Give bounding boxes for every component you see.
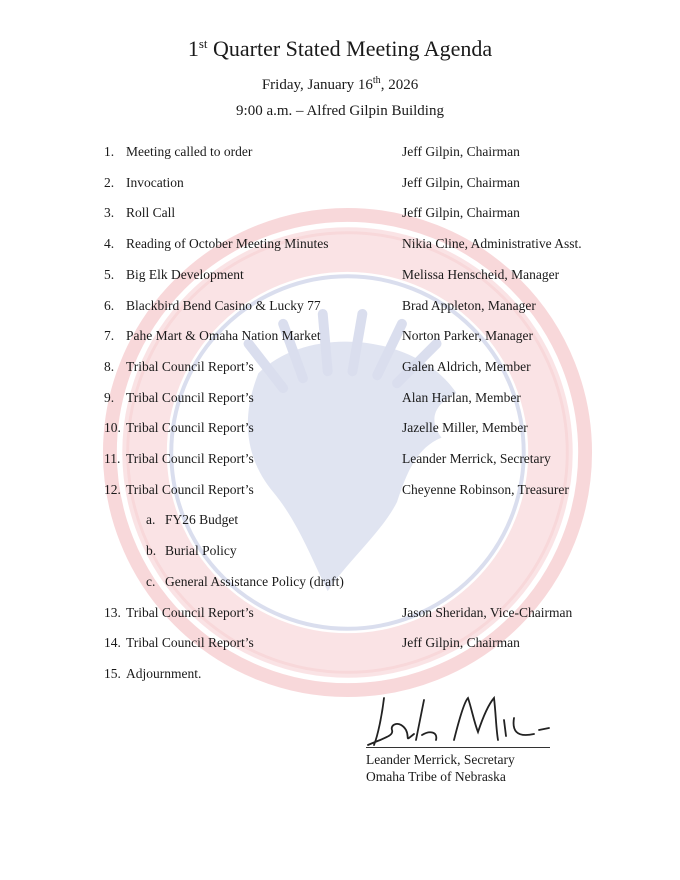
agenda-item-title: Burial Policy: [165, 543, 237, 559]
agenda-item: [0, 205, 680, 225]
handwritten-signature: [364, 690, 554, 750]
agenda-item-number: 7.: [104, 328, 115, 344]
agenda-item-presenter: Brad Appleton, Manager: [402, 297, 536, 313]
agenda-item-presenter: Cheyenne Robinson, Treasurer: [402, 481, 569, 497]
signatory-organization: Omaha Tribe of Nebraska: [366, 769, 506, 784]
agenda-item-number: 2.: [104, 174, 115, 190]
agenda-item-title: Roll Call: [126, 205, 176, 221]
agenda-item-presenter: Jeff Gilpin, Chairman: [402, 205, 520, 221]
agenda-item-presenter: Jazelle Miller, Member: [402, 420, 528, 436]
agenda-item-number: 14.: [104, 635, 121, 651]
agenda-item: [0, 482, 680, 502]
agenda-item-title: Tribal Council Report’s: [126, 481, 254, 497]
agenda-item-presenter: Galen Aldrich, Member: [402, 358, 531, 374]
agenda-item-presenter: Jeff Gilpin, Chairman: [402, 144, 520, 159]
agenda-item: [0, 605, 680, 625]
agenda-item-presenter: Melissa Henscheid, Manager: [402, 266, 560, 282]
agenda-item-number: b.: [146, 543, 157, 559]
agenda-item-title: FY26 Budget: [165, 512, 239, 528]
meeting-time-location: 9:00 a.m. – Alfred Gilpin Building: [236, 103, 444, 119]
agenda-item-title: Tribal Council Report’s: [126, 451, 254, 466]
agenda-item-title: Meeting called to order: [126, 144, 253, 159]
agenda-item: [0, 298, 680, 318]
agenda-item: [0, 144, 680, 164]
agenda-item-presenter: Alan Harlan, Member: [402, 389, 521, 405]
agenda-subitem: [0, 543, 680, 563]
agenda-item: [0, 359, 680, 379]
signatory-name: Leander Merrick, Secretary: [366, 752, 515, 767]
agenda-item-title: Tribal Council Report’s: [126, 389, 254, 405]
page-title: 1st Quarter Stated Meeting Agenda: [187, 36, 493, 61]
agenda-item: [0, 267, 680, 287]
agenda-item-title: Adjournment.: [126, 665, 202, 681]
agenda-item-number: 4.: [104, 236, 115, 252]
agenda-item: [0, 175, 680, 195]
agenda-item: [0, 390, 680, 410]
agenda-item: [0, 666, 680, 686]
agenda-subitem: [0, 512, 680, 532]
agenda-item-title: Tribal Council Report’s: [126, 604, 254, 620]
agenda-item: [0, 328, 680, 348]
meeting-date: Friday, January 16th, 2026: [261, 75, 419, 93]
agenda-item-presenter: Nikia Cline, Administrative Asst.: [402, 236, 582, 252]
agenda-item-number: 13.: [104, 604, 121, 620]
agenda-item-title: Tribal Council Report’s: [126, 635, 254, 651]
agenda-item: [0, 451, 680, 471]
agenda-item-title: Reading of October Meeting Minutes: [126, 236, 329, 252]
agenda-item-title: Tribal Council Report’s: [126, 358, 254, 374]
agenda-item-number: 10.: [104, 420, 121, 436]
agenda-item-presenter: Jeff Gilpin, Chairman: [402, 635, 520, 651]
agenda-item: [0, 236, 680, 256]
agenda-item: [0, 420, 680, 440]
agenda-item-title: Tribal Council Report’s: [126, 420, 254, 436]
agenda-item-number: 1.: [104, 144, 115, 159]
agenda-item-number: 8.: [104, 358, 115, 374]
agenda-item-title: Big Elk Development: [126, 266, 244, 282]
agenda-item-number: 3.: [104, 205, 115, 221]
agenda-item-title: Invocation: [126, 174, 184, 190]
agenda-item-presenter: Norton Parker, Manager: [402, 328, 534, 344]
agenda-item: [0, 635, 680, 655]
signature-line: [366, 747, 550, 748]
agenda-item-title: General Assistance Policy (draft): [165, 573, 344, 589]
agenda-item-number: 5.: [104, 266, 115, 282]
agenda-item-number: 9.: [104, 389, 115, 405]
agenda-item-number: 15.: [104, 665, 121, 681]
agenda-subitem: [0, 574, 680, 594]
agenda-item-number: a.: [146, 512, 156, 528]
agenda-item-number: 11.: [104, 451, 121, 466]
agenda-item-presenter: Leander Merrick, Secretary: [402, 451, 551, 466]
agenda-item-title: Blackbird Bend Casino & Lucky 77: [126, 297, 321, 313]
agenda-item-presenter: Jeff Gilpin, Chairman: [402, 174, 520, 190]
agenda-item-presenter: Jason Sheridan, Vice-Chairman: [402, 604, 573, 620]
agenda-item-number: 12.: [104, 481, 121, 497]
agenda-item-number: c.: [146, 573, 156, 589]
agenda-item-title: Pahe Mart & Omaha Nation Market: [126, 328, 321, 344]
agenda-item-number: 6.: [104, 297, 115, 313]
